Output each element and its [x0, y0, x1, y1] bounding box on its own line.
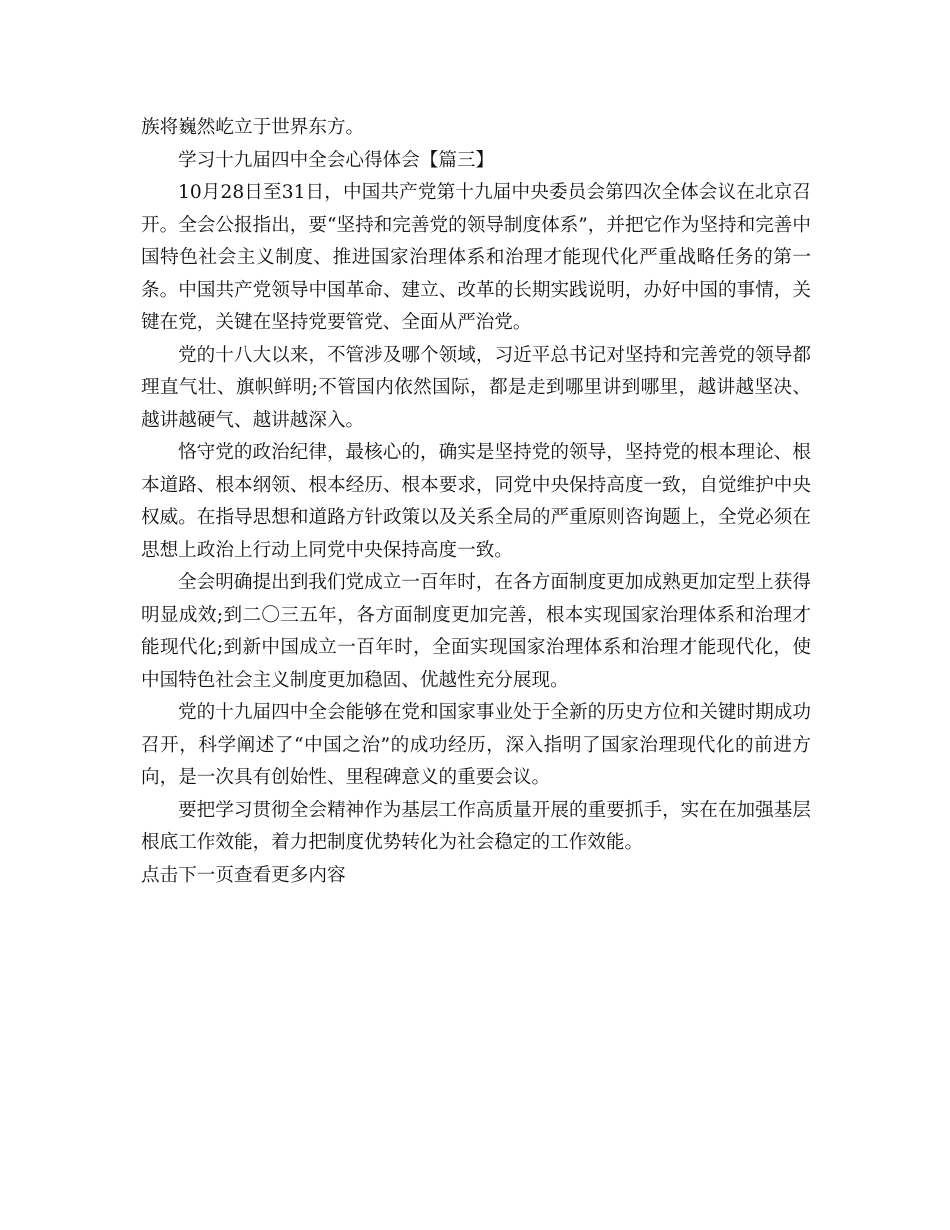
paragraph-1: 10月28日至31日，中国共产党第十九届中央委员会第四次全体会议在北京召开。全会公报指出，要“坚持和完善党的领导制度体系”，并把它作为坚持和完善中国特色社会主义制度、推进国家治理体系和治理才能现代化严重战略任务的第一条。中国共产党领导中国革命、建立、改革的长期实践说明，办好中国的事情，关键在党，关键在坚持党要管党、全面从严治党。 [141, 182, 811, 333]
paragraph-5: 党的十九届四中全会能够在党和国家事业处于全新的历史方位和关键时期成功召开，科学阐述了“中国之治”的成功经历，深入指明了国家治理现代化的前进方向，是一次具有创始性、里程碑意义的重要会议。 [141, 702, 811, 788]
paragraph-2: 党的十八大以来，不管涉及哪个领域，习近平总书记对坚持和完善党的领导都理直气壮、旗帜鲜明;不管国内依然国际，都是走到哪里讲到哪里，越讲越坚决、越讲越硬气、越讲越深入。 [141, 344, 811, 431]
paragraph-6: 要把学习贯彻全会精神作为基层工作高质量开展的重要抓手，实在在加强基层根底工作效能，着力把制度优势转化为社会稳定的工作效能。 [141, 799, 811, 853]
document-page [141, 112, 811, 892]
paragraph-4: 全会明确提出到我们党成立一百年时，在各方面制度更加成熟更加定型上获得明显成效;到二〇三五年，各方面制度更加完善，根本实现国家治理体系和治理才能现代化;到新中国成立一百年时，全面实现国家治理体系和治理才能现代化，使中国特色社会主义制度更加稳固、优越性充分展现。 [141, 572, 811, 691]
continuation-text: 族将巍然屹立于世界东方。 [141, 117, 365, 138]
next-page-link[interactable]: 点击下一页查看更多内容 [141, 864, 346, 886]
section-heading: 学习十九届四中全会心得体会【篇三】 [178, 149, 495, 171]
paragraph-3: 恪守党的政治纪律，最核心的，确实是坚持党的领导，坚持党的根本理论、根本道路、根本纲领、根本经历、根本要求，同党中央保持高度一致，自觉维护中央权威。在指导思想和道路方针政策以及关系全局的严重原则咨询题上，全党必须在思想上政治上行动上同党中央保持高度一致。 [141, 442, 811, 561]
